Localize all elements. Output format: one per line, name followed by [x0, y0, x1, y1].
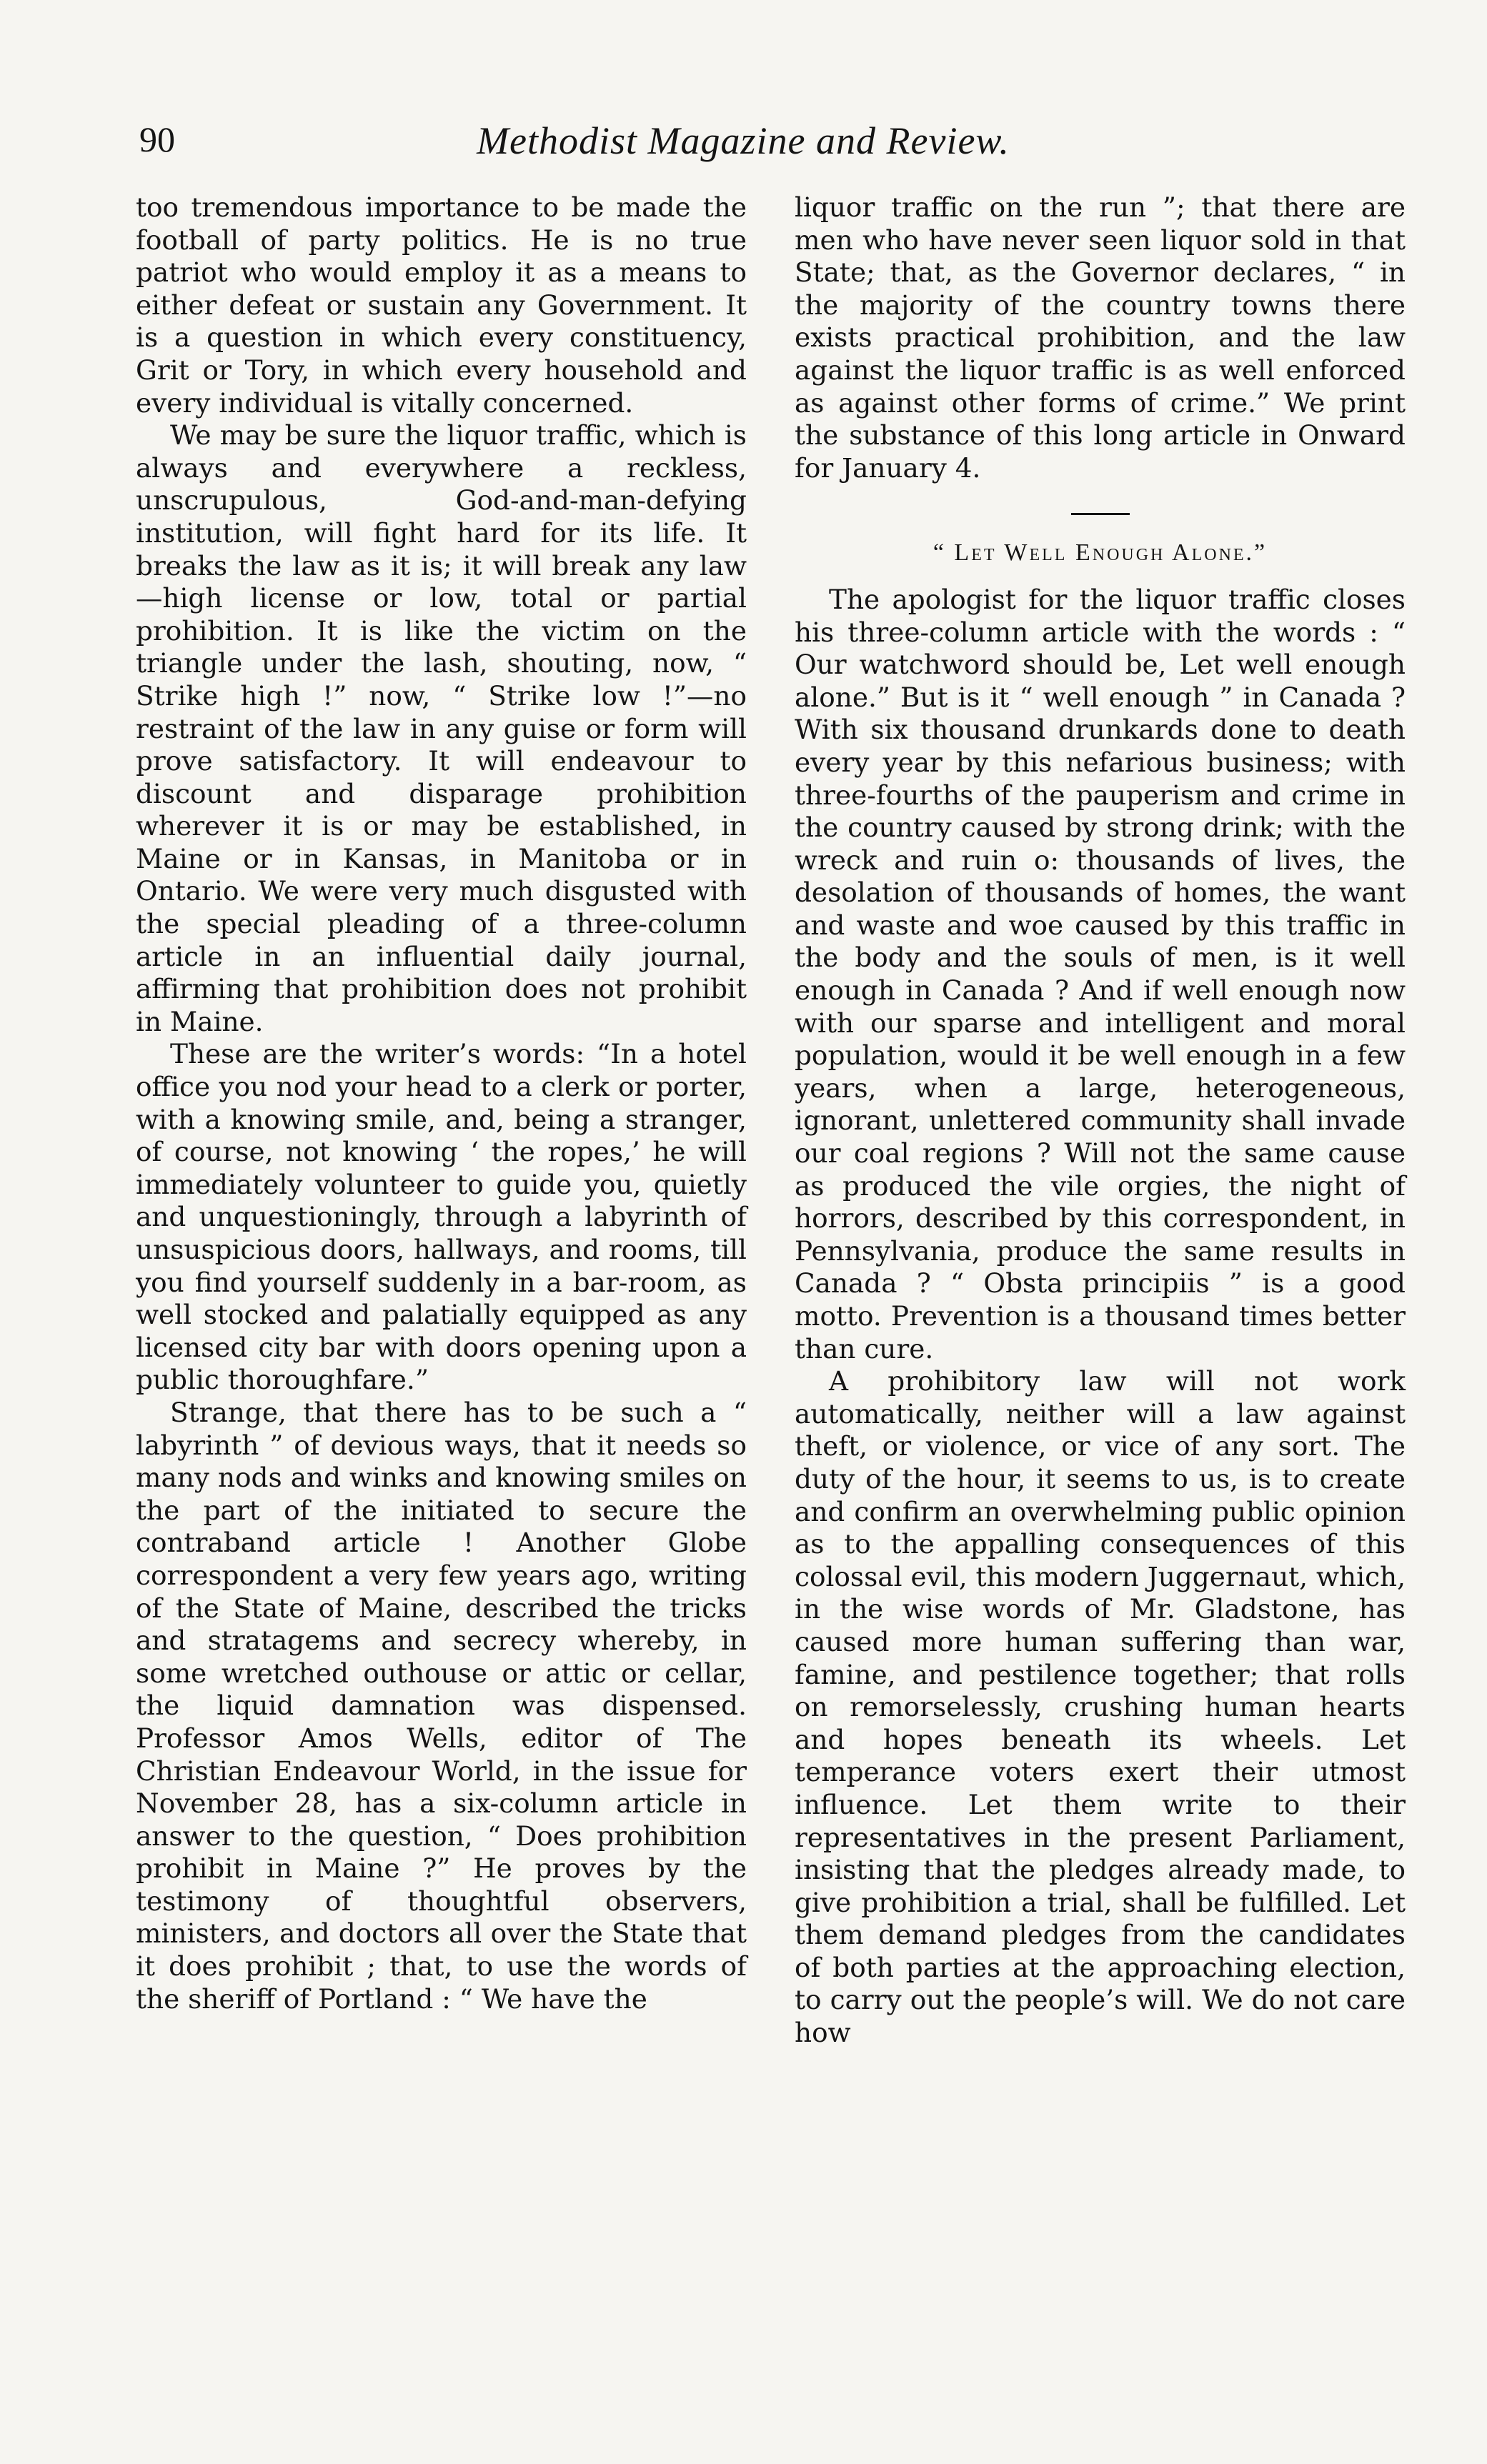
running-title: Methodist Magazine and Review. [477, 119, 1010, 162]
paragraph: These are the writer’s words: “In a hotel office you nod your head to a clerk or porter, with a knowing smile, and, being a stranger, of course, not knowing ‘ the ropes,’ he will immediately volunteer to guide you, quietly and unquestioningly, through a labyrinth of unsuspicious doors, hallways, and rooms, till you find yourself suddenly in a bar-room, as well stocked and palatially equipped as any licensed city bar with doors opening upon a public thoroughfare.” [136, 1038, 747, 1396]
paragraph: too tremendous importance to be made the football of party politics. He is no true patriot who would employ it as a means to either defeat or sustain any Government. It is a question in which every constituency, Grit or Tory, in which every household and every individual is vitally concerned. [136, 191, 747, 419]
paragraph: The apologist for the liquor traffic closes his three-column article with the words : “ Our watchword should be, Let well enough alone.” But is it “ well enough ” in Canada ? With six thousand drunkards done to death every year by this nefarious business; with three-fourths of the pauperism and crime in the country caused by strong drink; with the wreck and ruin o: thousands of lives, the desolation of thousands of homes, the want and waste and woe caused by this traffic in the body and the souls of men, is it well enough in Canada ? And if well enough now with our sparse and intelligent and moral population, would it be well enough in a few years, when a large, heterogeneous, ignorant, unlettered community shall invade our coal regions ? Will not the same cause as produced the vile orgies, the night of horrors, described by this correspondent, in Pennsylvania, produce the same results in Canada ? “ Obsta principiis ” is a good motto. Prevention is a thousand times better than cure. [795, 583, 1406, 1365]
paragraph: We may be sure the liquor traffic, which is always and everywhere a reckless, unscrupulous, God-and-man-defying institution, will fight hard for its life. It breaks the law as it is; it will break any law—high license or low, total or partial prohibition. It is like the victim on the triangle under the lash, shouting, now, “ Strike high !” now, “ Strike low !”—no restraint of the law in any guise or form will prove satisfactory. It will endeavour to discount and disparage prohibition wherever it is or may be established, in Maine or in Kansas, in Manitoba or in Ontario. We were very much disgusted with the special pleading of a three-column article in an influential daily journal, affirming that prohibition does not prohibit in Maine. [136, 419, 747, 1037]
section-divider [1071, 513, 1130, 515]
page-header [139, 121, 1347, 179]
section-heading: “ Let Well Enough Alone.” [933, 539, 1268, 567]
page-number: 90 [139, 119, 175, 159]
paragraph: liquor traffic on the run ”; that there are men who have never seen liquor sold in that State; that, as the Governor declares, “ in the majority of the country towns there exists practical prohibition, and the law against the liquor traffic is as well enforced as against other forms of crime.” We print the substance of this long article in Onward for January 4. [795, 191, 1406, 484]
paragraph: A prohibitory law will not work automatically, neither will a law against theft, or violence, or vice of any sort. The duty of the hour, it seems to us, is to create and confirm an overwhelming public opinion as to the appalling consequences of this colossal evil, this modern Juggernaut, which, in the wise words of Mr. Gladstone, has caused more human suffering than war, famine, and pestilence together; that rolls on remorselessly, crushing human hearts and hopes beneath its wheels. Let temperance voters exert their utmost influence. Let them write to their representatives in the present Parliament, insisting that the pledges already made, to give prohibition a trial, shall be fulfilled. Let them demand pledges from the candidates of both parties at the approaching election, to carry out the people’s will. We do not care how [795, 1365, 1406, 2049]
left-column [136, 191, 747, 2015]
right-column [795, 191, 1406, 2050]
paragraph: Strange, that there has to be such a “ labyrinth ” of devious ways, that it needs so many nods and winks and knowing smiles on the part of the initiated to secure the contraband article ! Another Globe correspondent a very few years ago, writing of the State of Maine, described the tricks and stratagems and secrecy whereby, in some wretched outhouse or attic or cellar, the liquid damnation was dispensed. Professor Amos Wells, editor of The Christian Endeavour World, in the issue for November 28, has a six-column article in answer to the question, “ Does prohibition prohibit in Maine ?” He proves by the testimony of thoughtful observers, ministers, and doctors all over the State that it does prohibit ; that, to use the words of the sheriff of Portland : “ We have the [136, 1396, 747, 2015]
